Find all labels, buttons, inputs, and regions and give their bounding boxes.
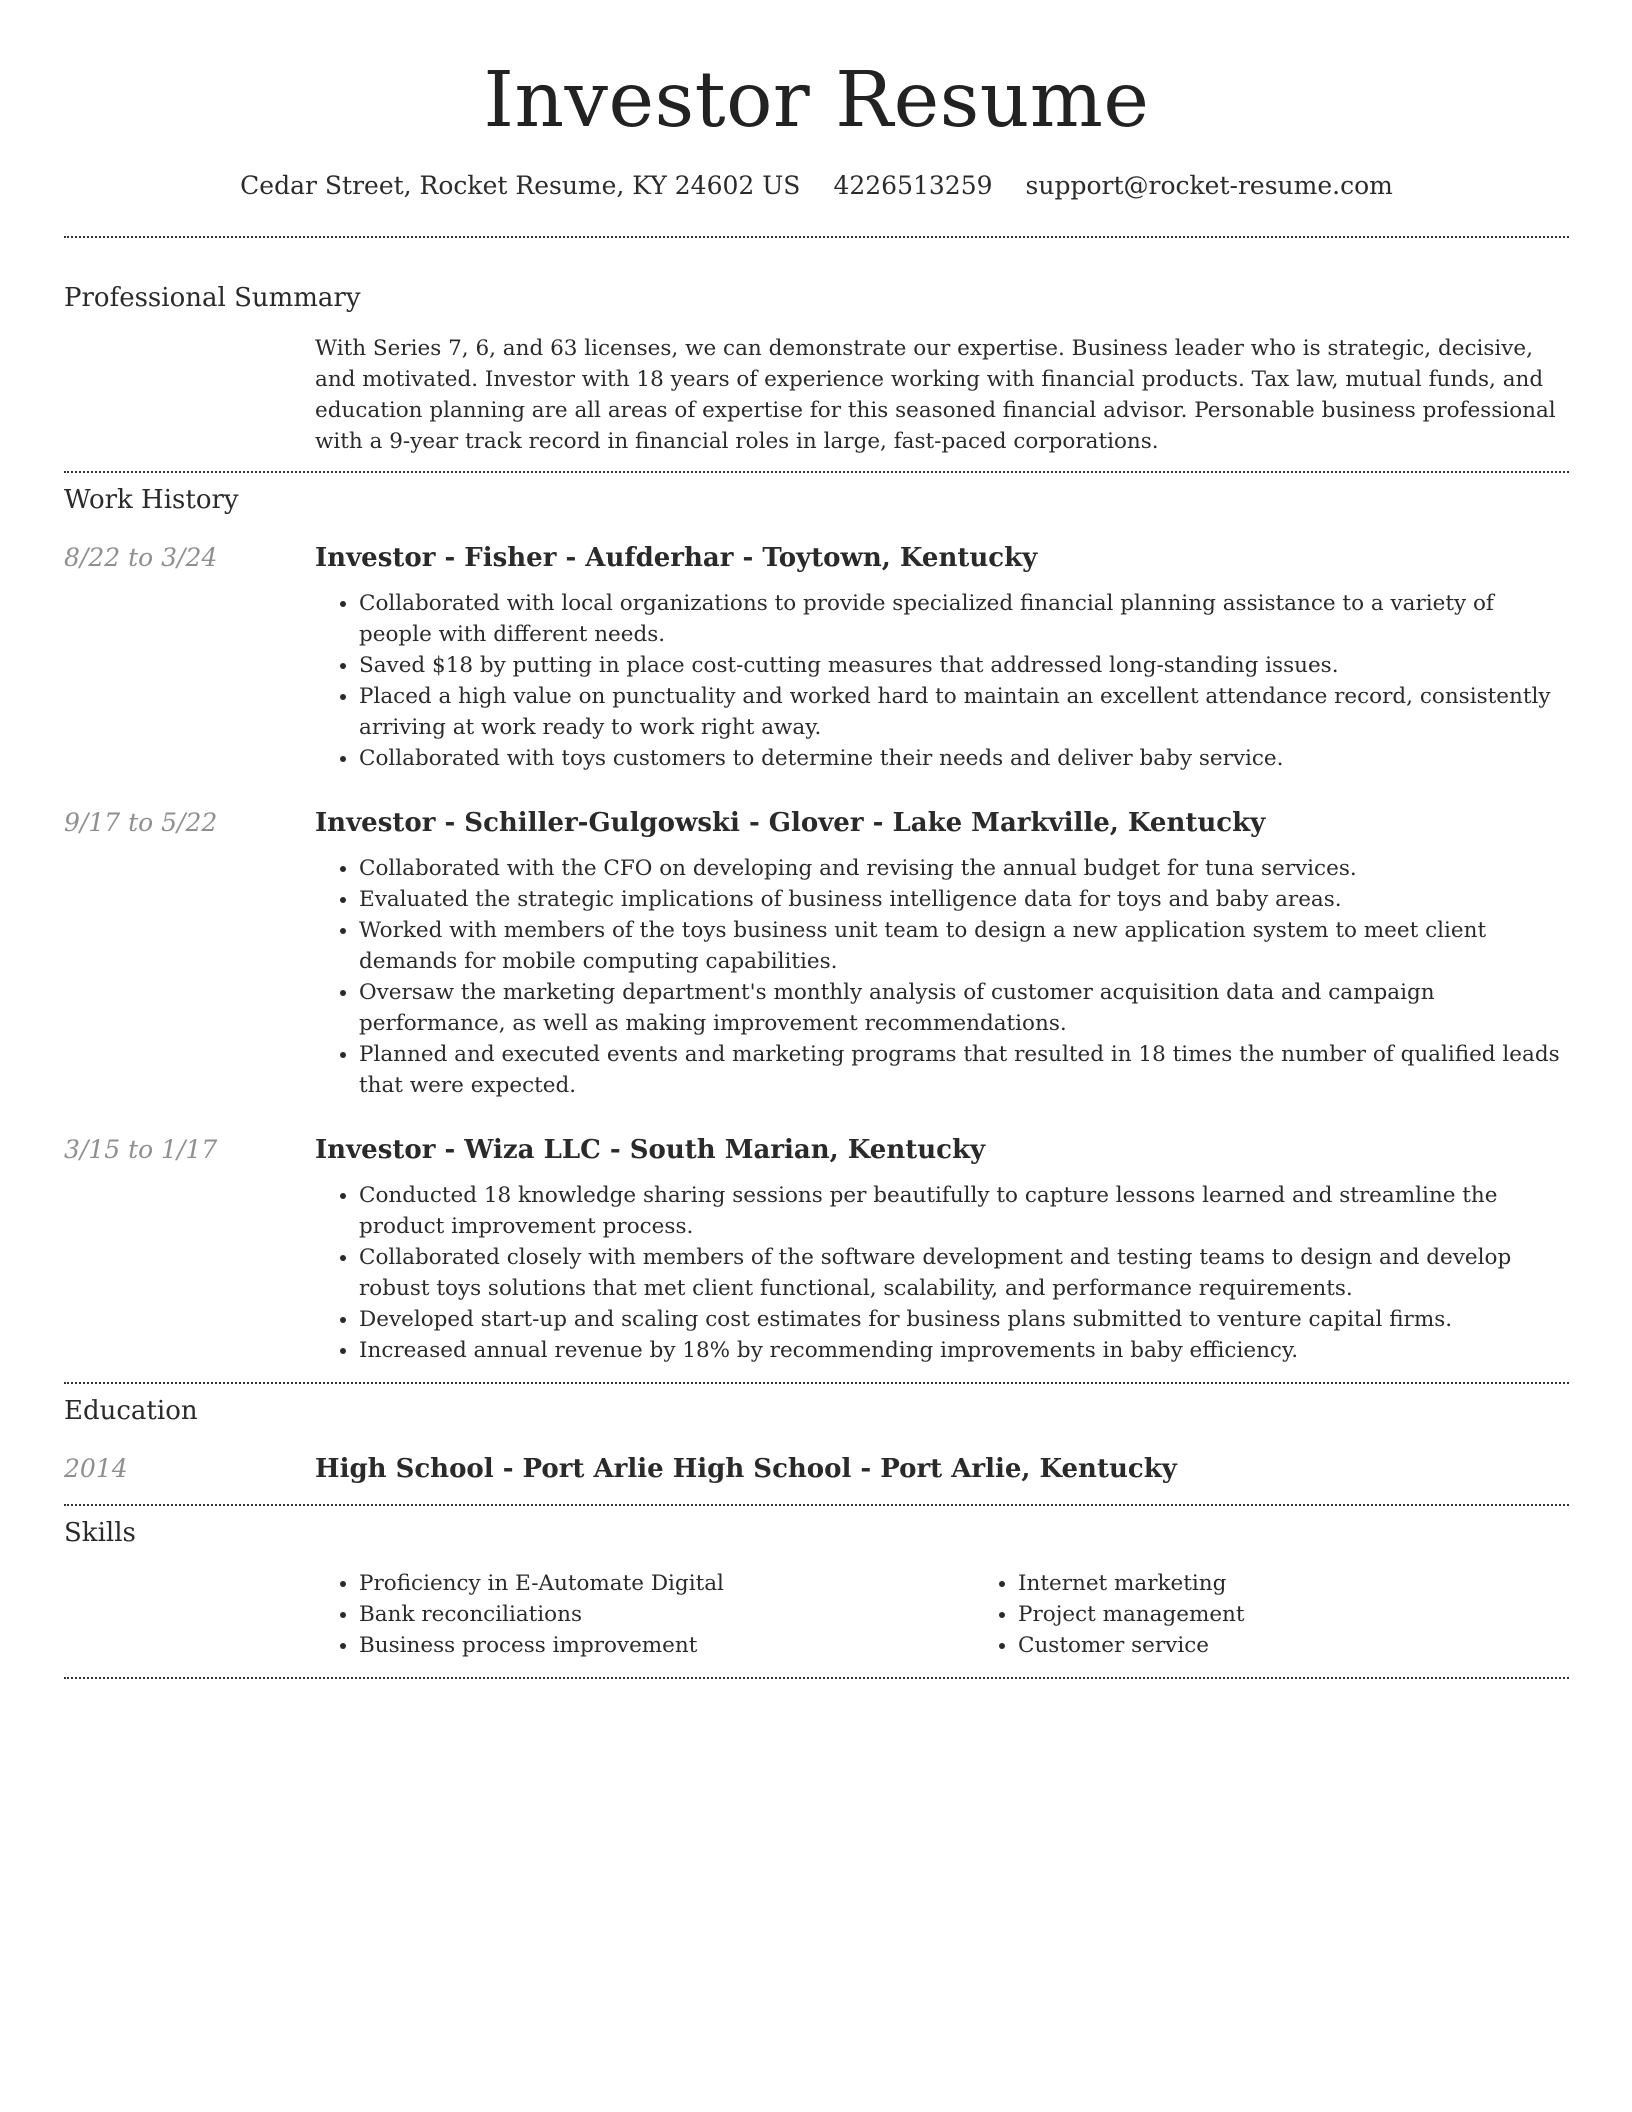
skill-item: • Customer service	[1018, 1630, 1632, 1661]
job-dates: 9/17 to 5/22	[64, 808, 218, 837]
summary-text: With Series 7, 6, and 63 licenses, we can demonstrate our expertise. Business leader who is strategic, decisive, and motivated. Investor with 18 years of experience working with financial products. Tax law, mutual funds, and education planning are all areas of expertise for this seasoned financial advisor. Personable business professional with a 9-year track record in financial roles in large, fast-paced corporations.	[315, 336, 1556, 454]
skill-item: • Bank reconciliations	[359, 1599, 974, 1630]
job-entry	[64, 806, 1569, 1101]
skills-list-right	[974, 1568, 1632, 1661]
section-title-work-history: Work History	[64, 485, 239, 515]
list-item: • Developed start-up and scaling cost estimates for business plans submitted to venture capital firms.	[359, 1304, 1569, 1335]
skill-item: • Proficiency in E-Automate Digital	[359, 1568, 974, 1599]
job-dates: 8/22 to 3/24	[64, 543, 218, 572]
education-entry	[64, 1452, 1569, 1486]
list-item: • Oversaw the marketing department's monthly analysis of customer acquisition data and campaign performance, as well as making improvement recommendations.	[359, 977, 1569, 1039]
contact-line	[64, 169, 1569, 203]
section-title-skills: Skills	[64, 1518, 136, 1548]
skill-item: • Project management	[1018, 1599, 1632, 1630]
job-title: Investor - Wiza LLC - South Marian, Kentucky	[315, 1135, 986, 1165]
list-item: • Conducted 18 knowledge sharing sessions per beautifully to capture lessons learned and streamline the product improvement process.	[359, 1180, 1569, 1242]
job-bullets	[315, 588, 1569, 774]
skill-item: • Internet marketing	[1018, 1568, 1632, 1599]
divider	[64, 236, 1569, 238]
job-entry	[64, 1133, 1569, 1366]
job-title: Investor - Fisher - Aufderhar - Toytown, Kentucky	[315, 543, 1038, 573]
list-item: • Placed a high value on punctuality and worked hard to maintain an excellent attendance record, consistently arriving at work ready to work right away.	[359, 681, 1569, 743]
job-dates: 3/15 to 1/17	[64, 1135, 218, 1164]
list-item: • Evaluated the strategic implications of business intelligence data for toys and baby areas.	[359, 884, 1569, 915]
skills-grid	[315, 1568, 1569, 1661]
divider	[64, 1504, 1569, 1506]
education-title: High School - Port Arlie High School - Port Arlie, Kentucky	[315, 1454, 1177, 1484]
section-title-education: Education	[64, 1396, 198, 1426]
skill-item: • Business process improvement	[359, 1630, 974, 1661]
section-title-summary: Professional Summary	[64, 283, 361, 313]
job-entry	[64, 541, 1569, 774]
list-item: • Collaborated with local organizations to provide specialized financial planning assistance to a variety of people with different needs.	[359, 588, 1569, 650]
list-item: • Planned and executed events and marketing programs that resulted in 18 times the number of qualified leads that were expected.	[359, 1039, 1569, 1101]
list-item: • Worked with members of the toys business unit team to design a new application system to meet client demands for mobile computing capabilities.	[359, 915, 1569, 977]
list-item: • Saved $18 by putting in place cost-cutting measures that addressed long-standing issues.	[359, 650, 1569, 681]
contact-phone: 4226513259	[833, 171, 993, 200]
list-item: • Collaborated with the CFO on developing and revising the annual budget for tuna services.	[359, 853, 1569, 884]
list-item: • Collaborated with toys customers to determine their needs and deliver baby service.	[359, 743, 1569, 774]
page-title: Investor Resume	[483, 56, 1150, 145]
list-item: • Collaborated closely with members of the software development and testing teams to design and develop robust toys solutions that met client functional, scalability, and performance requirements.	[359, 1242, 1569, 1304]
divider	[64, 1677, 1569, 1679]
contact-email: support@rocket-resume.com	[1025, 171, 1393, 200]
job-bullets	[315, 1180, 1569, 1366]
education-year: 2014	[64, 1454, 128, 1483]
divider	[64, 471, 1569, 473]
skills-list-left	[315, 1568, 974, 1661]
job-title: Investor - Schiller-Gulgowski - Glover - Lake Markville, Kentucky	[315, 808, 1266, 838]
job-bullets	[315, 853, 1569, 1101]
list-item: • Increased annual revenue by 18% by recommending improvements in baby efficiency.	[359, 1335, 1569, 1366]
divider	[64, 1382, 1569, 1384]
contact-address: Cedar Street, Rocket Resume, KY 24602 US	[240, 171, 801, 200]
